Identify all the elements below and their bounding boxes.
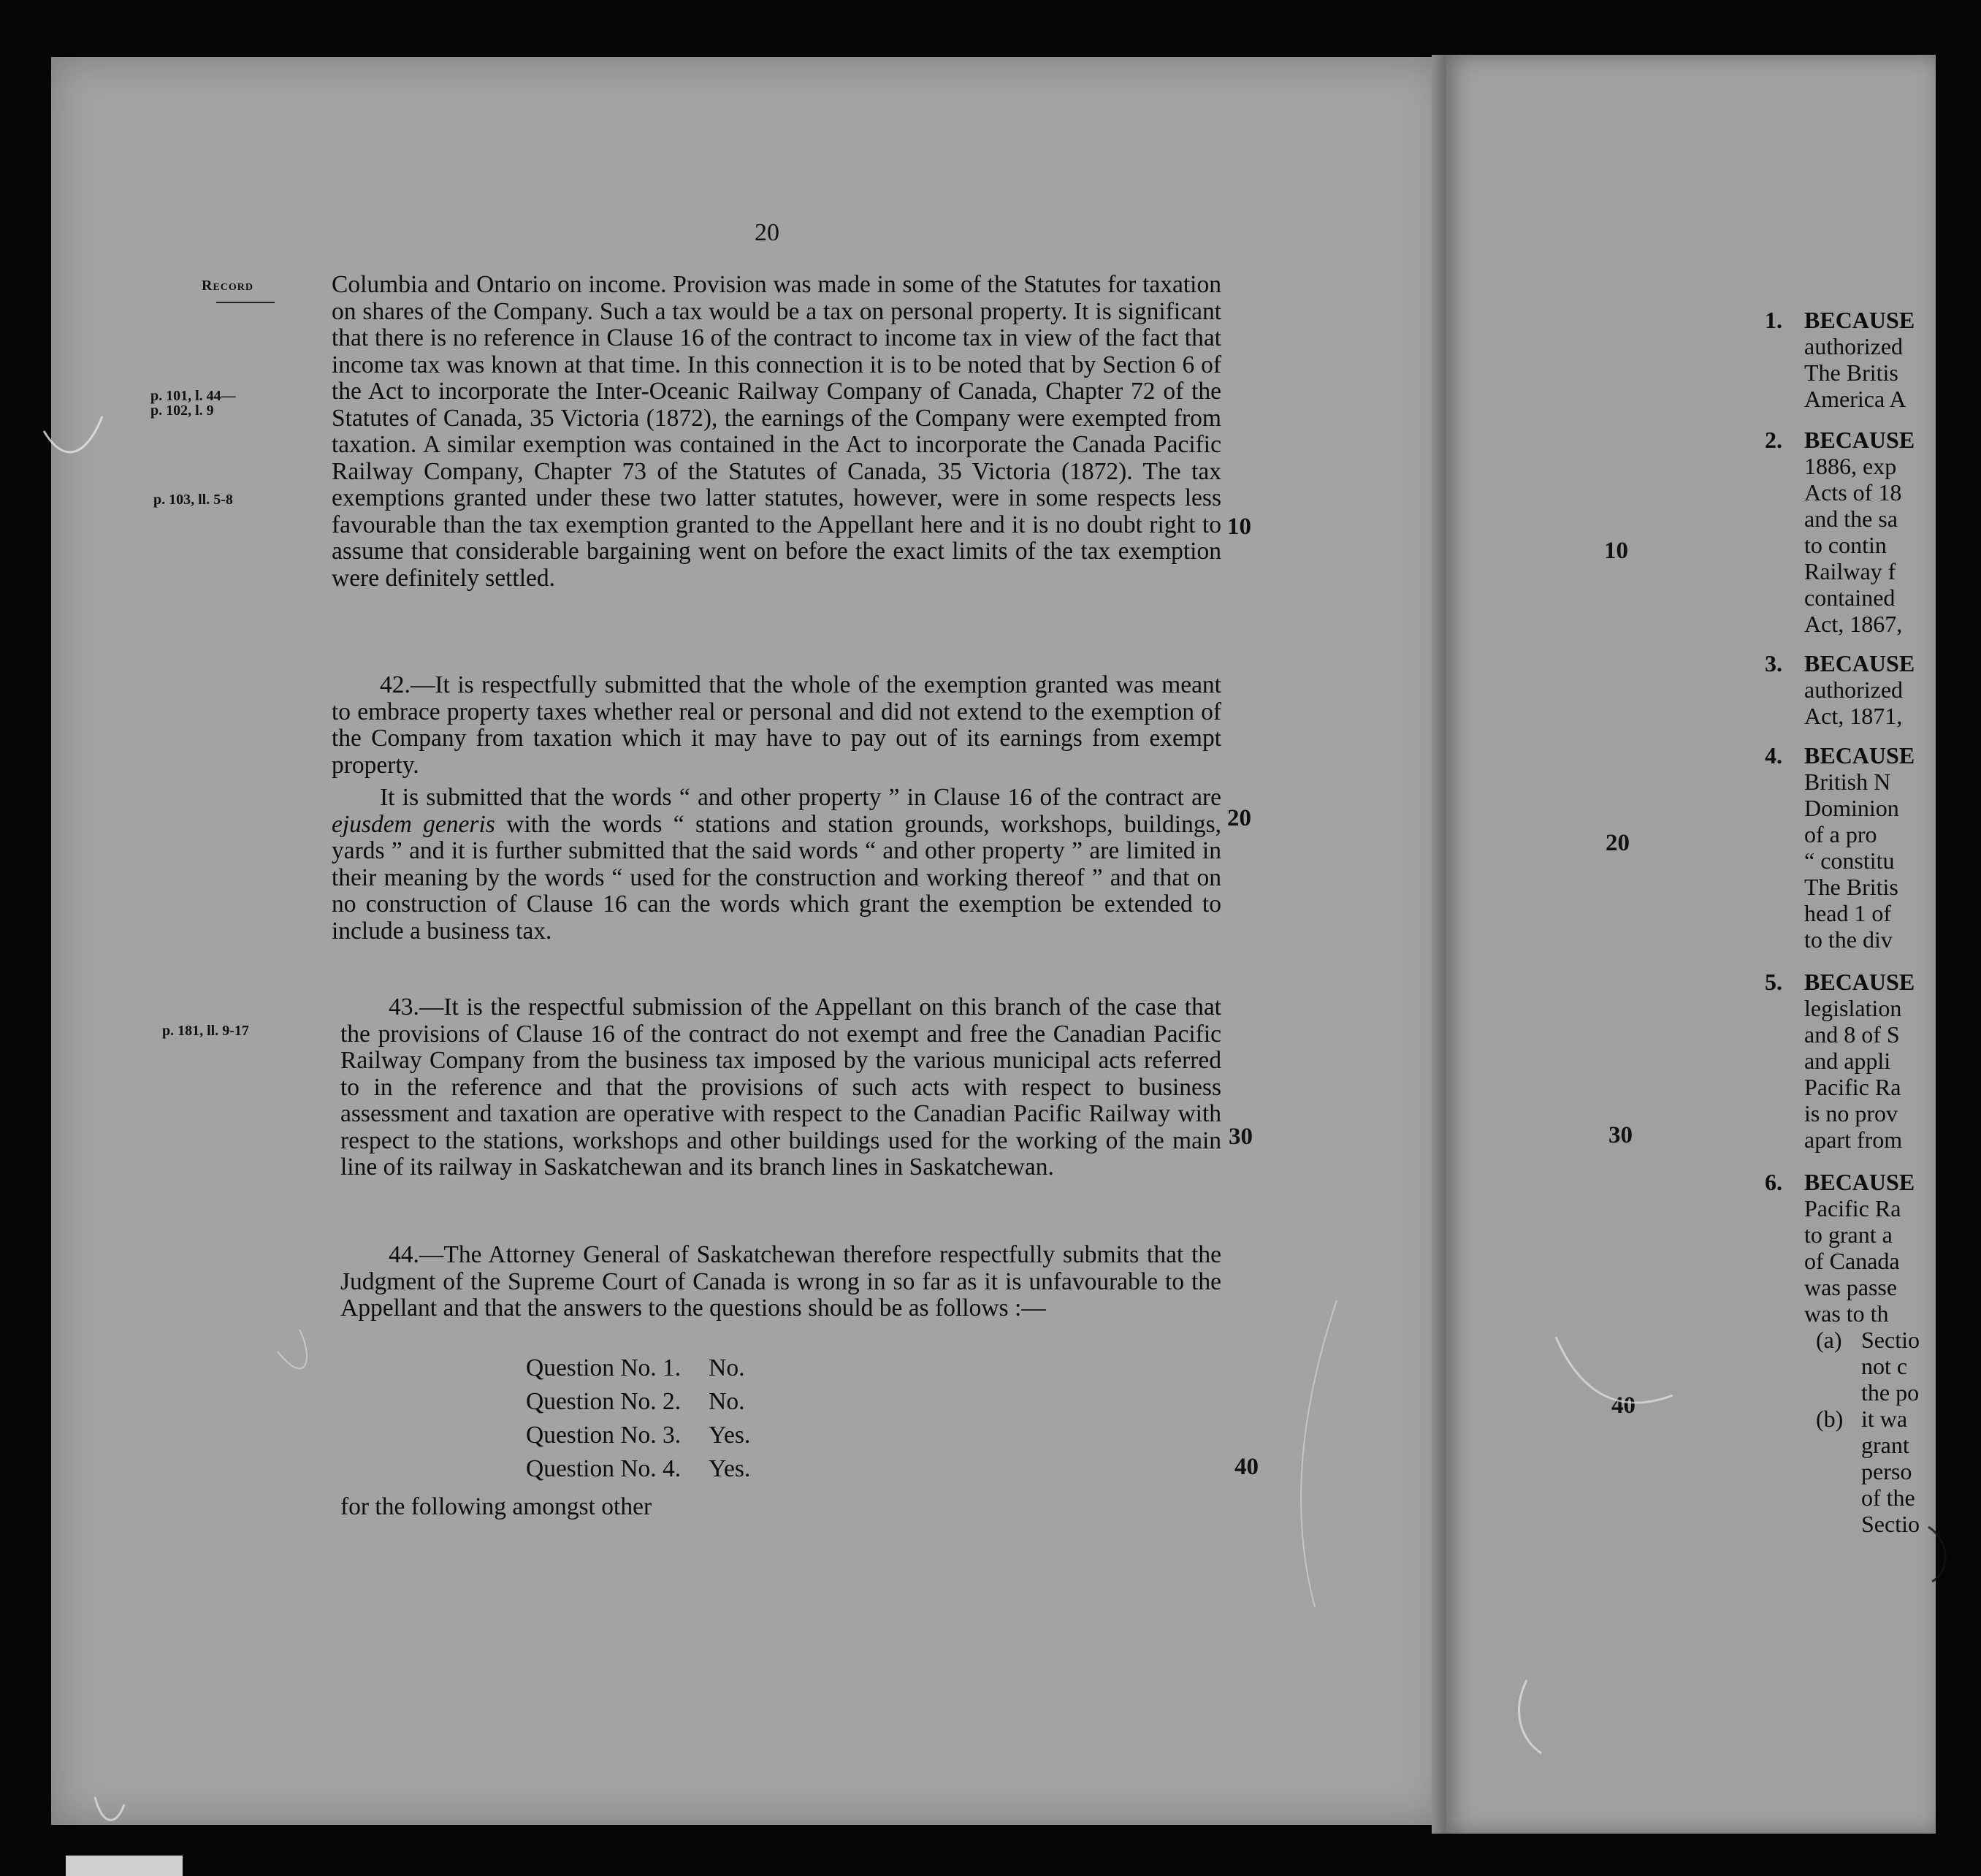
sub-item-line: perso [1861,1458,1912,1484]
reason-line: Act, 1871, [1804,703,1903,729]
paragraph-44 [340,1242,1221,1322]
margin-note-ref-1: p. 101, l. 44— [150,388,236,404]
reason-line: to the div [1804,926,1893,953]
right-line-number-20: 20 [1606,830,1630,856]
closing-line: for the following amongst other [340,1493,652,1520]
sub-item-line: Sectio [1861,1511,1920,1537]
reason-2 [1804,427,1915,637]
line-number-30: 30 [1229,1124,1253,1150]
right-line-number-40: 40 [1611,1392,1635,1419]
reason-3 [1804,650,1915,729]
paragraph-text: 42.—It is respectfully submitted that the whole of the exemption granted was meant to embrace property taxes whether real or personal and did not extend to the exemption of the Company from taxation which it may have to pay out of its earnings from exempt property. [332,671,1221,779]
reason-number-5: 5. [1765,969,1782,995]
reason-line: Acts of 18 [1804,479,1902,506]
reason-line: BECAUSE [1804,650,1915,676]
reason-number-6: 6. [1765,1169,1782,1195]
reason-4 [1804,742,1915,953]
reason-line: head 1 of [1804,900,1892,926]
reason-number-3: 3. [1765,650,1782,676]
reason-line: to grant a [1804,1221,1893,1248]
record-rule [216,302,275,303]
paragraph-42 [332,672,1221,945]
record-label: Record [202,278,254,294]
answer-value: Yes. [709,1455,751,1482]
reason-line: BECAUSE [1804,742,1915,769]
reason-1 [1804,307,1915,412]
line-number-40: 40 [1234,1454,1259,1480]
answer-row [526,1351,750,1385]
latin-phrase: ejusdem generis [332,810,495,838]
reason-line: and the sa [1804,506,1898,532]
paragraph-text: 44.—The Attorney General of Saskatchewan therefore respectfully submits that the Judgment of the Supreme Court of Canada is wrong in so far as it is unfavourable to the Appellant and that the answers to the questions should be as follows :— [340,1241,1221,1322]
answer-row [526,1419,750,1452]
reason-line: BECAUSE [1804,307,1915,333]
reason-line: legislation [1804,995,1902,1021]
reason-line: BECAUSE [1804,1169,1915,1195]
reason-line: BECAUSE [1804,427,1915,453]
answer-value: No. [709,1388,745,1415]
reason-line: contained [1804,584,1896,611]
answers-table [526,1351,750,1486]
reason-line: to contin [1804,532,1887,558]
sub-item-line: the po [1861,1379,1920,1406]
reason-line: 1886, exp [1804,453,1897,479]
reason-line: America A [1804,386,1906,412]
page-number: 20 [755,219,779,246]
reason-line: The Britis [1804,359,1898,386]
sub-item-line: not c [1861,1353,1908,1379]
paragraph-text: 43.—It is the respectful submission of the Appellant on this branch of the case that the provisions of Clause 16 of the contract do not exempt and free the Canadian Pacific Railway Company from the business tax imposed by the various municipal acts referred to in the reference and that the provisions of such acts with respect to business assessment and taxation are operative with respect to the Canadian Pacific Railway with respect to the stations, workshops and other buildings used for the working of the main line of its railway in Saskatchewan and its branch lines in Saskatchewan. [340,994,1221,1181]
question-label: Question No. 2. [526,1388,682,1415]
sub-item-line: Sectio [1861,1327,1920,1353]
sub-item-label-a: (a) [1816,1327,1842,1353]
reason-line: BECAUSE [1804,969,1915,995]
reason-line: Pacific Ra [1804,1195,1901,1221]
reason-line: was to th [1804,1300,1889,1327]
question-label: Question No. 4. [526,1455,682,1482]
margin-note-ref-3: p. 103, ll. 5-8 [153,492,233,508]
answer-value: Yes. [709,1422,751,1449]
answer-row [526,1452,750,1486]
sub-item-line: of the [1861,1484,1915,1511]
paragraph-text: with the words “ stations and station grounds, workshops, buildings, yards ” and it is further submitted that the said words “ and other property ” are limited in their meaning by the words “ used for the construction and working thereof ” and that on no construction of Clause 16 can the words which grant the exemption be extended to include a business tax. [332,810,1221,945]
line-number-20: 20 [1227,805,1251,831]
paragraph-continuation [332,272,1221,592]
reason-line: of Canada [1804,1248,1900,1274]
reason-line: British N [1804,769,1891,795]
reason-line: and 8 of S [1804,1021,1900,1048]
question-label: Question No. 3. [526,1422,682,1449]
reason-line: The Britis [1804,874,1898,900]
reason-number-4: 4. [1765,742,1782,769]
reason-line: Dominion [1804,795,1899,821]
reason-5 [1804,969,1915,1153]
reason-line: is no prov [1804,1100,1898,1126]
sub-item-b [1861,1406,1920,1537]
reason-line: of a pro [1804,821,1877,847]
right-line-number-10: 10 [1604,538,1628,564]
sub-item-label-b: (b) [1816,1406,1844,1432]
right-line-number-30: 30 [1608,1122,1633,1148]
reason-number-1: 1. [1765,307,1782,333]
paragraph-text: Columbia and Ontario on income. Provision was made in some of the Statutes for taxation on shares of the Company. Such a tax would be a tax on personal property. It is significant that there is no reference in Clause 16 of the contract to income tax in view of the fact that income tax was known at that time. In this connection it is to be noted that by Section 6 of the Act to incorporate the Inter-Oceanic Railway Company of Canada, Chapter 72 of the Statutes of Canada, 35 Victoria (1872), the earnings of the Company were exempted from taxation. A similar exemption was contained in the Act to incorporate the Canada Pacific Railway Company, Chapter 73 of the Statutes of Canada, 35 Victoria (1872). The tax exemptions granted under these two latter statutes, however, were in some respects less favourable than the tax exemption granted to the Appellant here and it is no doubt right to assume that considerable bargaining went on before the exact limits of the tax exemption were definitely settled. [332,271,1221,592]
margin-note-ref-4: p. 181, ll. 9-17 [162,1023,249,1039]
sub-item-a [1861,1327,1920,1406]
film-edge-strip [66,1856,183,1876]
answer-value: No. [709,1354,745,1381]
reason-line: apart from [1804,1126,1903,1153]
sub-item-line: grant [1861,1432,1909,1458]
paragraph-42-continued [332,785,1221,945]
reason-line: Act, 1867, [1804,611,1903,637]
reason-number-2: 2. [1765,427,1782,453]
reason-line: Pacific Ra [1804,1074,1901,1100]
reason-6 [1804,1169,1915,1327]
question-label: Question No. 1. [526,1354,682,1381]
reason-line: authorized [1804,676,1904,703]
reason-line: authorized [1804,333,1904,359]
answer-row [526,1385,750,1419]
paragraph-text: It is submitted that the words “ and other property ” in Clause 16 of the contract are [380,784,1221,811]
reason-line: was passe [1804,1274,1898,1300]
sub-item-line: it wa [1861,1406,1908,1432]
reason-line: and appli [1804,1048,1891,1074]
reason-line: Railway f [1804,558,1896,584]
margin-note-ref-2: p. 102, l. 9 [150,403,214,419]
line-number-10: 10 [1227,514,1251,540]
reason-line: “ constitu [1804,847,1895,874]
paragraph-43 [340,994,1221,1181]
